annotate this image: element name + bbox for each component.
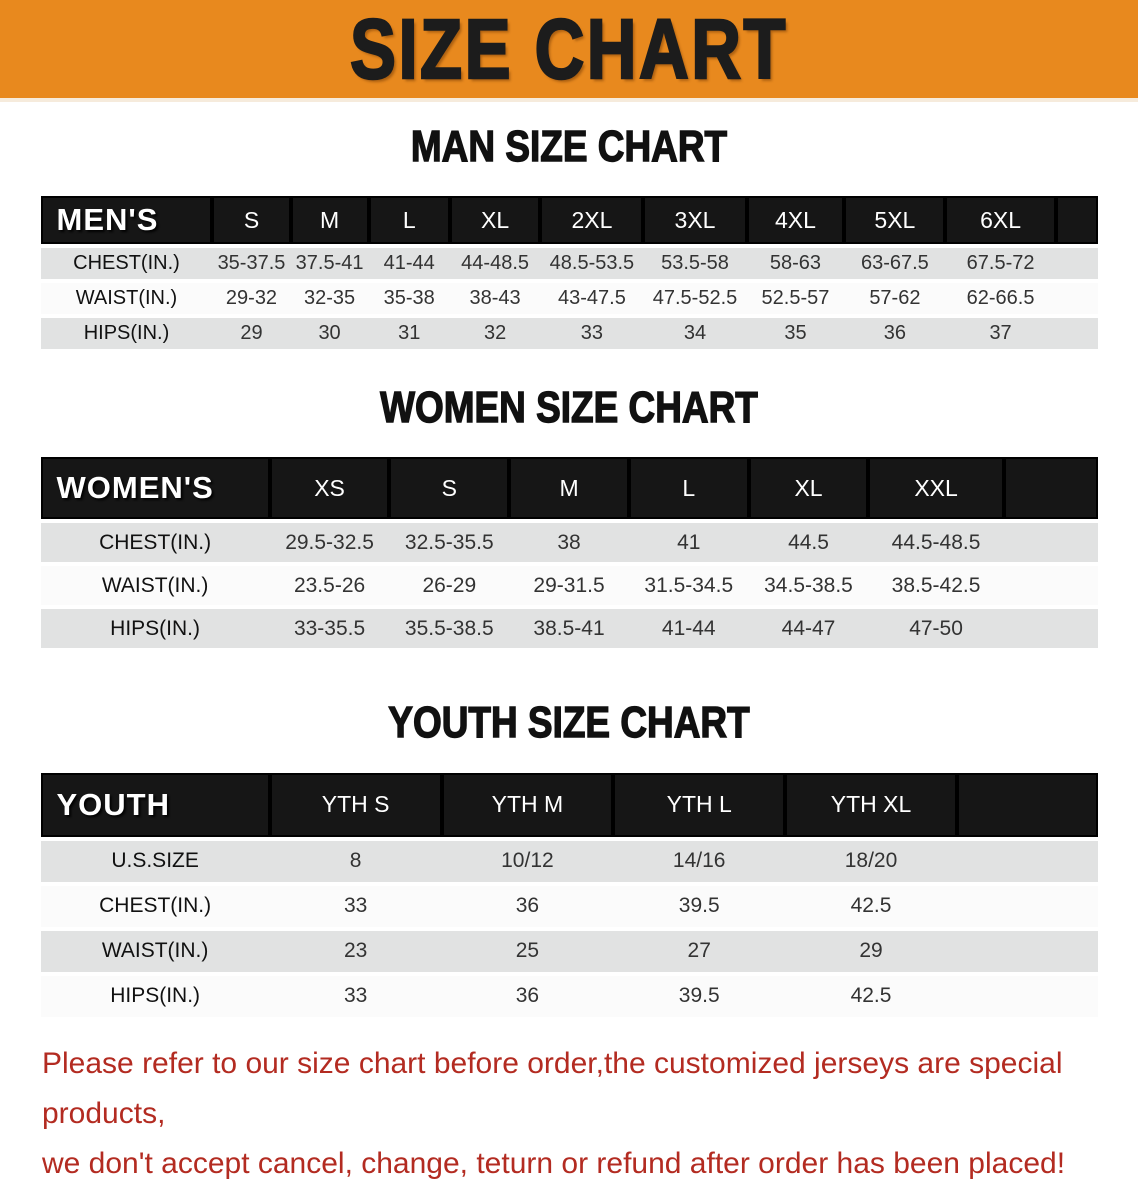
size-column-header: 2XL (540, 196, 643, 244)
table-row (41, 244, 1098, 279)
table-row (41, 972, 1098, 1017)
cell-value: 39.5 (613, 972, 785, 1017)
table-row (41, 605, 1098, 648)
spacer-cell (957, 882, 1098, 927)
size-column-header: XL (450, 196, 541, 244)
cell-value: 37 (945, 314, 1055, 349)
cell-value: 14/16 (613, 837, 785, 882)
cell-value: 38-43 (450, 279, 541, 314)
mens-table (41, 196, 1098, 349)
spacer-cell (1004, 605, 1098, 648)
spacer-cell (1004, 562, 1098, 605)
footer-line-2: we don't accept cancel, change, teturn or refund after order has been placed! (42, 1146, 1066, 1180)
cell-value: 31.5-34.5 (629, 562, 749, 605)
cell-value: 52.5-57 (747, 279, 845, 314)
cell-value: 27 (613, 927, 785, 972)
table-row (41, 314, 1098, 349)
row-label: U.S.SIZE (41, 837, 270, 882)
cell-value: 35-38 (369, 279, 450, 314)
cell-value: 29-32 (212, 279, 290, 314)
womens-table (41, 457, 1098, 648)
spacer-cell (957, 773, 1098, 837)
size-column-header: YTH M (442, 773, 614, 837)
cell-value: 35.5-38.5 (389, 605, 509, 648)
cell-value: 33 (540, 314, 643, 349)
cell-value: 10/12 (442, 837, 614, 882)
size-column-header: 3XL (643, 196, 746, 244)
cell-value: 47-50 (868, 605, 1003, 648)
youth-header-row (41, 773, 1098, 837)
spacer-cell (957, 972, 1098, 1017)
cell-value: 33-35.5 (270, 605, 390, 648)
table-row (41, 279, 1098, 314)
cell-value: 44.5 (749, 519, 869, 562)
cell-value: 53.5-58 (643, 244, 746, 279)
cell-value: 42.5 (785, 882, 957, 927)
youth-heading: YOUTH SIZE CHART (388, 698, 750, 748)
table-row (41, 837, 1098, 882)
cell-value: 44-47 (749, 605, 869, 648)
table-row (41, 519, 1098, 562)
cell-value: 58-63 (747, 244, 845, 279)
youth-section (0, 700, 1138, 1016)
row-label: CHEST(IN.) (41, 244, 213, 279)
cell-value: 23 (270, 927, 442, 972)
row-label: HIPS(IN.) (41, 314, 213, 349)
cell-value: 44.5-48.5 (868, 519, 1003, 562)
row-label: WAIST(IN.) (41, 279, 213, 314)
cell-value: 34 (643, 314, 746, 349)
womens-section (0, 385, 1138, 648)
cell-value: 31 (369, 314, 450, 349)
cell-value: 29-31.5 (509, 562, 629, 605)
row-label: WAIST(IN.) (41, 927, 270, 972)
spacer-cell (957, 837, 1098, 882)
spacer-cell (957, 927, 1098, 972)
cell-value: 32 (450, 314, 541, 349)
cell-value: 67.5-72 (945, 244, 1055, 279)
mens-group-label: MEN'S (41, 196, 213, 244)
womens-header-row (41, 457, 1098, 519)
cell-value: 35-37.5 (212, 244, 290, 279)
size-column-header: M (509, 457, 629, 519)
womens-size-table (0, 457, 1138, 648)
cell-value: 43-47.5 (540, 279, 643, 314)
mens-header-row (41, 196, 1098, 244)
cell-value: 32-35 (291, 279, 369, 314)
cell-value: 48.5-53.5 (540, 244, 643, 279)
size-column-header: L (629, 457, 749, 519)
mens-size-table (0, 196, 1138, 349)
cell-value: 33 (270, 882, 442, 927)
footer-note (42, 1039, 1138, 1189)
youth-group-label: YOUTH (41, 773, 270, 837)
cell-value: 33 (270, 972, 442, 1017)
cell-value: 29 (785, 927, 957, 972)
size-column-header: XL (749, 457, 869, 519)
size-column-header: M (291, 196, 369, 244)
table-row (41, 927, 1098, 972)
cell-value: 41-44 (629, 605, 749, 648)
size-column-header: YTH XL (785, 773, 957, 837)
row-label: CHEST(IN.) (41, 519, 270, 562)
spacer-cell (1056, 279, 1098, 314)
cell-value: 57-62 (844, 279, 945, 314)
spacer-cell (1056, 314, 1098, 349)
row-label: HIPS(IN.) (41, 605, 270, 648)
womens-heading: WOMEN SIZE CHART (380, 383, 758, 433)
cell-value: 36 (844, 314, 945, 349)
page-title: SIZE CHART (350, 2, 788, 96)
cell-value: 30 (291, 314, 369, 349)
size-column-header: S (389, 457, 509, 519)
size-column-header: L (369, 196, 450, 244)
cell-value: 62-66.5 (945, 279, 1055, 314)
cell-value: 42.5 (785, 972, 957, 1017)
cell-value: 44-48.5 (450, 244, 541, 279)
banner (0, 0, 1138, 102)
footer-line-1: Please refer to our size chart before order,the customized jerseys are special products, (42, 1046, 1063, 1130)
size-column-header: XS (270, 457, 390, 519)
size-column-header: S (212, 196, 290, 244)
cell-value: 18/20 (785, 837, 957, 882)
cell-value: 38 (509, 519, 629, 562)
cell-value: 36 (442, 972, 614, 1017)
cell-value: 38.5-42.5 (868, 562, 1003, 605)
spacer-cell (1004, 519, 1098, 562)
row-label: WAIST(IN.) (41, 562, 270, 605)
womens-group-label: WOMEN'S (41, 457, 270, 519)
cell-value: 47.5-52.5 (643, 279, 746, 314)
cell-value: 39.5 (613, 882, 785, 927)
cell-value: 32.5-35.5 (389, 519, 509, 562)
mens-heading: MAN SIZE CHART (410, 122, 728, 171)
cell-value: 29 (212, 314, 290, 349)
spacer-cell (1056, 244, 1098, 279)
table-row (41, 562, 1098, 605)
size-column-header: 4XL (747, 196, 845, 244)
cell-value: 36 (442, 882, 614, 927)
size-column-header: 6XL (945, 196, 1055, 244)
cell-value: 38.5-41 (509, 605, 629, 648)
cell-value: 41-44 (369, 244, 450, 279)
cell-value: 26-29 (389, 562, 509, 605)
youth-size-table (0, 773, 1138, 1017)
cell-value: 35 (747, 314, 845, 349)
cell-value: 8 (270, 837, 442, 882)
cell-value: 63-67.5 (844, 244, 945, 279)
cell-value: 37.5-41 (291, 244, 369, 279)
youth-table (41, 773, 1098, 1017)
row-label: HIPS(IN.) (41, 972, 270, 1017)
size-column-header: YTH S (270, 773, 442, 837)
mens-section (0, 124, 1138, 349)
cell-value: 23.5-26 (270, 562, 390, 605)
cell-value: 29.5-32.5 (270, 519, 390, 562)
table-row (41, 882, 1098, 927)
cell-value: 34.5-38.5 (749, 562, 869, 605)
spacer-cell (1004, 457, 1098, 519)
cell-value: 41 (629, 519, 749, 562)
cell-value: 25 (442, 927, 614, 972)
row-label: CHEST(IN.) (41, 882, 270, 927)
size-column-header: XXL (868, 457, 1003, 519)
size-column-header: YTH L (613, 773, 785, 837)
size-column-header: 5XL (844, 196, 945, 244)
spacer-cell (1056, 196, 1098, 244)
